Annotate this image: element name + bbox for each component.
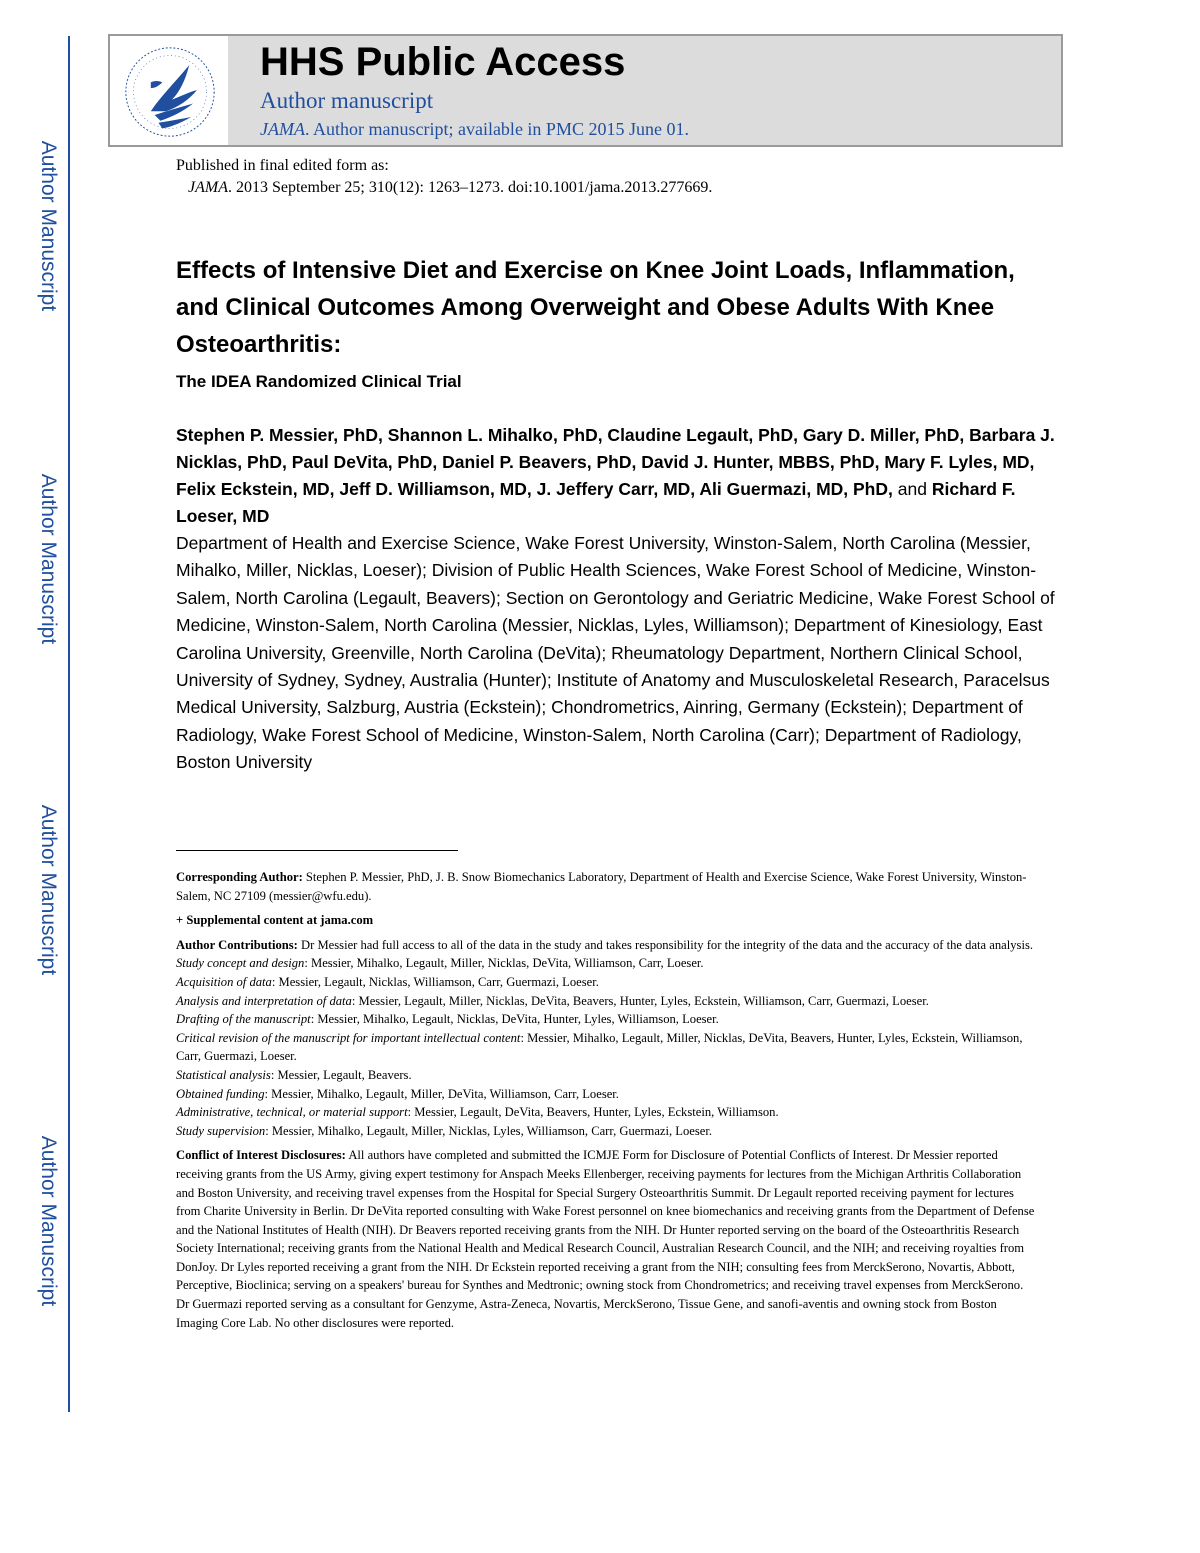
banner-availability: JAMA. Author manuscript; available in PMC 2015 June 01. (260, 119, 689, 139)
citation-journal: JAMA (188, 179, 228, 196)
role-line: Acquisition of data: Messier, Legault, Nicklas, Williamson, Carr, Guermazi, Loeser. (176, 974, 599, 989)
banner-subtitle: Author manuscript (260, 88, 434, 113)
hhs-banner (108, 34, 1063, 147)
role-line: Study supervision: Messier, Mihalko, Legault, Miller, Nicklas, Lyles, Williamson, Carr, Guermazi, Loeser. (176, 1123, 713, 1138)
role-line: Study concept and design: Messier, Mihalko, Legault, Miller, Nicklas, DeVita, Williamson, Carr, Loeser. (176, 956, 704, 971)
author-list: Stephen P. Messier, PhD, Shannon L. Mihalko, PhD, Claudine Legault, PhD, Gary D. Miller, PhD, Barbara J. Nicklas, PhD, Paul DeVita, PhD, Daniel P. Beavers, PhD, David J. Hunter, MBBS, PhD, Mary F. Lyles, MD, Felix Eckstein, MD, Jeff D. Williamson, MD, J. Jeffery Carr, MD, Ali Guermazi, MD, PhD, and Richard F. Loeser, MD (176, 425, 1055, 526)
role-line: Statistical analysis: Messier, Legault, Beavers. (176, 1067, 412, 1082)
article-subtitle: The IDEA Randomized Clinical Trial (176, 372, 462, 391)
conflict-of-interest: Conflict of Interest Disclosures: All authors have completed and submitted the ICMJE Form for Disclosure of Potential Conflicts of Interest. Dr Messier reported receiving grants from the US Army, giving expert testimony for Anspach Meeks Ellenberger, receiving payments for lectures from the Michigan Arthritis Collaboration and Boston University, and receiving travel expenses from the Hospital for Special Surgery Osteoarthritis Summit. Dr Legault reported receiving payment for lectures from Charite University in Berlin. Dr DeVita reported consulting with Wake Forest personnel on knee biomechanics and receiving grants from the Department of Defense and the National Institutes of Health (NIH). Dr Beavers reported receiving grants from the NIH. Dr Hunter reported serving on the board of the Osteoarthritis Research Society International; receiving grants from the National Health and Medical Research Council, Australian Research Council, and the NIH; and receiving royalties from DonJoy. Dr Lyles reported receiving a grant from the NIH. Dr Eckstein reported receiving a grant from the NIH; consulting fees from MerckSerono, Novartis, Abbott, Perceptive, Bioclinica; serving on a speakers' bureau for Synthes and Medtronic; owning stock from Chondrometrics; and receiving travel expenses from MerckSerono. Dr Guermazi reported serving as a consultant for Genzyme, Astra-Zeneca, Novartis, MerckSerono, Tissue Gene, and sanofi-aventis and owning stock from Boston Imaging Core Lab. No other disclosures were reported. (176, 1148, 1035, 1330)
hhs-eagle-seal-icon (122, 44, 218, 140)
margin-rule (68, 36, 70, 1412)
affiliations: Department of Health and Exercise Science, Wake Forest University, Winston-Salem, North Carolina (Messier, Mihalko, Miller, Nicklas, Loeser); Division of Public Health Sciences, Wake Forest School of Medicine, Winston-Salem, North Carolina (Legault, Beavers); Section on Gerontology and Geriatric Medicine, Wake Forest School of Medicine, Winston-Salem, North Carolina (Messier, Nicklas, Lyles, Williamson); Department of Kinesiology, East Carolina University, Greenville, North Carolina (DeVita); Rheumatology Department, Northern Clinical School, University of Sydney, Sydney, Australia (Hunter); Institute of Anatomy and Musculoskeletal Research, Paracelsus Medical University, Salzburg, Austria (Eckstein); Chondrometrics, Ainring, Germany (Eckstein); Department of Radiology, Wake Forest School of Medicine, Winston-Salem, North Carolina (Carr); Department of Radiology, Boston University (176, 533, 1055, 773)
footnote-rule (176, 850, 458, 851)
role-line: Obtained funding: Messier, Mihalko, Legault, Miller, DeVita, Williamson, Carr, Loeser. (176, 1086, 619, 1101)
banner-journal: JAMA (260, 119, 305, 139)
author-contributions: Author Contributions: Dr Messier had full access to all of the data in the study and takes responsibility for the integrity of the data and the accuracy of the data analysis. (176, 937, 1033, 952)
supplemental-content: + Supplemental content at jama.com (176, 913, 374, 928)
role-line: Administrative, technical, or material support: Messier, Legault, DeVita, Beavers, Hunter, Lyles, Eckstein, Williamson. (176, 1105, 779, 1120)
citation: JAMA. 2013 September 25; 310(12): 1263–1273. doi:10.1001/jama.2013.277669. (188, 179, 713, 196)
role-line: Critical revision of the manuscript for important intellectual content: Messier, Mihalko, Legault, Miller, Nicklas, DeVita, Beavers, Hunter, Lyles, Eckstein, Williamson, Carr, Guermazi, Loeser. (176, 1030, 1023, 1064)
role-line: Analysis and interpretation of data: Messier, Legault, Miller, Nicklas, DeVita, Beavers, Hunter, Lyles, Eckstein, Williamson, Carr, Guermazi, Loeser. (176, 993, 929, 1008)
article-title: Effects of Intensive Diet and Exercise on Knee Joint Loads, Inflammation, and Clinical Outcomes Among Overweight and Obese Adults With Knee Osteoarthritis: (176, 257, 1015, 358)
footnotes (176, 868, 1036, 1332)
banner-title: HHS Public Access (260, 40, 626, 84)
published-label: Published in final edited form as: (176, 157, 389, 174)
corresponding-author: Corresponding Author: Stephen P. Messier, PhD, J. B. Snow Biomechanics Laboratory, Department of Health and Exercise Science, Wake Forest University, Winston-Salem, NC 27109 (messier@wfu.edu). (176, 870, 1027, 903)
role-line: Drafting of the manuscript: Messier, Mihalko, Legault, Nicklas, DeVita, Hunter, Lyles, Williamson, Loeser. (176, 1012, 719, 1027)
